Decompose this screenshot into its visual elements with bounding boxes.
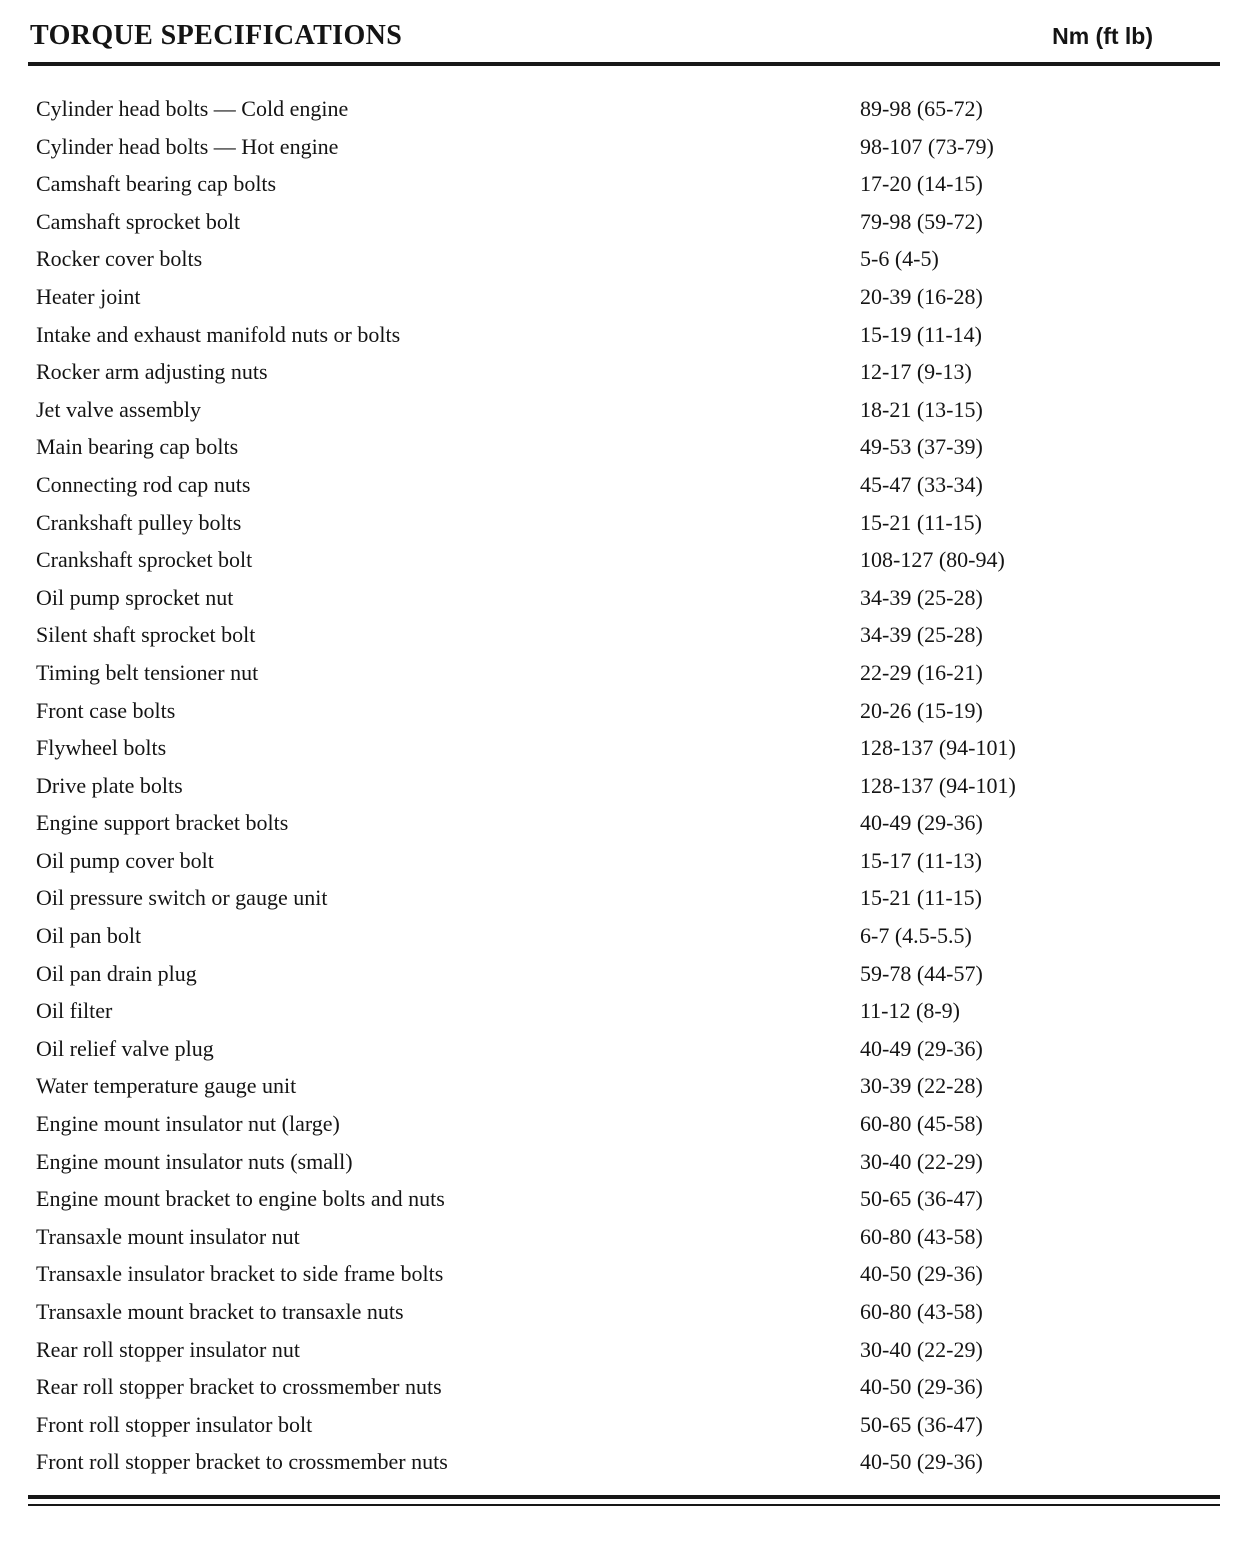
spec-item-name: Intake and exhaust manifold nuts or bolts [36, 321, 401, 347]
table-row [36, 616, 1248, 654]
table-row [36, 90, 1248, 128]
spec-torque-value: 30-40 (22-29) [860, 1148, 983, 1174]
spec-item-name: Cylinder head bolts — Cold engine [36, 96, 349, 121]
spec-torque-value: 50-65 (36-47) [860, 1411, 983, 1437]
torque-spec-table [0, 66, 1248, 1481]
table-row [36, 428, 1248, 466]
table-row [36, 1331, 1248, 1369]
spec-item-name: Oil pan bolt [36, 923, 142, 949]
spec-torque-value: 15-21 (11-15) [860, 509, 982, 535]
table-row [36, 1255, 1248, 1293]
spec-torque-value: 15-21 (11-15) [860, 885, 982, 911]
spec-item-name: Transaxle mount insulator nut [36, 1223, 300, 1249]
spec-torque-value: 45-47 (33-34) [860, 471, 983, 497]
spec-item-name: Transaxle insulator bracket to side frame bolts [36, 1261, 444, 1287]
spec-item-name: Heater joint [36, 283, 141, 309]
spec-torque-value: 40-50 (29-36) [860, 1374, 983, 1400]
table-row [36, 1143, 1248, 1181]
spec-torque-value: 34-39 (25-28) [860, 584, 983, 610]
spec-item-name: Oil pressure switch or gauge unit [36, 885, 328, 911]
table-row [36, 692, 1248, 730]
spec-torque-value: 34-39 (25-28) [860, 622, 983, 648]
spec-torque-value: 15-19 (11-14) [860, 321, 982, 347]
table-row [36, 1368, 1248, 1406]
table-row [36, 955, 1248, 993]
table-row [36, 1180, 1248, 1218]
table-row [36, 1406, 1248, 1444]
page-header [0, 0, 1248, 52]
spec-torque-value: 22-29 (16-21) [860, 659, 983, 685]
spec-item-name: Engine support bracket bolts [36, 810, 289, 836]
spec-item-name: Connecting rod cap nuts [36, 471, 251, 497]
table-row [36, 353, 1248, 391]
spec-torque-value: 11-12 (8-9) [860, 998, 960, 1024]
table-row [36, 917, 1248, 955]
spec-torque-value: 40-50 (29-36) [860, 1261, 983, 1287]
spec-torque-value: 60-80 (43-58) [860, 1223, 983, 1249]
spec-torque-value: 49-53 (37-39) [860, 434, 983, 460]
spec-item-name: Cylinder head bolts — Hot engine [36, 133, 339, 159]
spec-item-name: Timing belt tensioner nut [36, 659, 259, 685]
table-row [36, 1293, 1248, 1331]
table-row [36, 1218, 1248, 1256]
spec-torque-value: 30-40 (22-29) [860, 1336, 983, 1362]
spec-item-name: Rocker arm adjusting nuts [36, 359, 268, 385]
table-row [36, 879, 1248, 917]
spec-item-name: Rocker cover bolts [36, 246, 203, 272]
spec-item-name: Water temperature gauge unit [36, 1073, 297, 1099]
spec-item-name: Silent shaft sprocket bolt [36, 622, 256, 648]
spec-item-name: Oil pan drain plug [36, 960, 197, 986]
spec-torque-value: 20-26 (15-19) [860, 697, 983, 723]
spec-item-name: Transaxle mount bracket to transaxle nuts [36, 1299, 404, 1324]
spec-item-name: Front roll stopper insulator bolt [36, 1411, 313, 1437]
spec-item-name: Engine mount insulator nuts (small) [36, 1148, 353, 1174]
spec-torque-value: 98-107 (73-79) [860, 133, 994, 159]
spec-torque-value: 50-65 (36-47) [860, 1186, 983, 1212]
table-row [36, 278, 1248, 316]
spec-torque-value: 108-127 (80-94) [860, 547, 1005, 573]
table-row [36, 203, 1248, 241]
spec-item-name: Front case bolts [36, 697, 176, 723]
spec-torque-value: 60-80 (45-58) [860, 1111, 983, 1137]
spec-torque-value: 20-39 (16-28) [860, 283, 983, 309]
table-row [36, 541, 1248, 579]
spec-torque-value: 60-80 (43-58) [860, 1299, 983, 1324]
spec-item-name: Camshaft bearing cap bolts [36, 171, 277, 197]
spec-item-name: Drive plate bolts [36, 772, 183, 798]
page-title: TORQUE SPECIFICATIONS [30, 20, 403, 51]
spec-torque-value: 128-137 (94-101) [860, 735, 1016, 761]
spec-torque-value: 40-49 (29-36) [860, 1035, 983, 1061]
table-row [36, 804, 1248, 842]
footer-divider [28, 1495, 1220, 1506]
unit-column-header: Nm (ft lb) [1052, 23, 1153, 49]
spec-item-name: Oil filter [36, 998, 113, 1024]
table-row [36, 842, 1248, 880]
spec-item-name: Rear roll stopper insulator nut [36, 1336, 300, 1362]
table-row [36, 1443, 1248, 1481]
table-row [36, 128, 1248, 166]
table-row [36, 579, 1248, 617]
spec-torque-value: 40-49 (29-36) [860, 810, 983, 836]
spec-item-name: Camshaft sprocket bolt [36, 208, 241, 234]
table-row [36, 165, 1248, 203]
spec-item-name: Rear roll stopper bracket to crossmember nuts [36, 1374, 442, 1400]
spec-torque-value: 89-98 (65-72) [860, 96, 983, 121]
spec-torque-value: 15-17 (11-13) [860, 847, 982, 873]
spec-torque-value: 30-39 (22-28) [860, 1073, 983, 1099]
spec-item-name: Oil pump sprocket nut [36, 584, 234, 610]
table-row [36, 504, 1248, 542]
spec-item-name: Engine mount bracket to engine bolts and nuts [36, 1186, 445, 1212]
spec-item-name: Oil pump cover bolt [36, 847, 214, 873]
table-row [36, 1067, 1248, 1105]
spec-item-name: Front roll stopper bracket to crossmember nuts [36, 1449, 448, 1475]
spec-item-name: Jet valve assembly [36, 396, 201, 422]
table-row [36, 1030, 1248, 1068]
spec-item-name: Crankshaft sprocket bolt [36, 547, 253, 573]
spec-item-name: Flywheel bolts [36, 735, 167, 761]
table-row [36, 240, 1248, 278]
spec-torque-value: 79-98 (59-72) [860, 208, 983, 234]
table-row [36, 654, 1248, 692]
table-row [36, 316, 1248, 354]
spec-torque-value: 18-21 (13-15) [860, 396, 983, 422]
spec-torque-value: 12-17 (9-13) [860, 359, 972, 385]
table-row [36, 466, 1248, 504]
spec-torque-value: 6-7 (4.5-5.5) [860, 923, 972, 949]
spec-torque-value: 128-137 (94-101) [860, 772, 1016, 798]
spec-torque-value: 59-78 (44-57) [860, 960, 983, 986]
spec-torque-value: 5-6 (4-5) [860, 246, 939, 272]
spec-torque-value: 17-20 (14-15) [860, 171, 983, 197]
spec-item-name: Oil relief valve plug [36, 1035, 214, 1061]
spec-torque-value: 40-50 (29-36) [860, 1449, 983, 1475]
table-row [36, 1105, 1248, 1143]
table-row [36, 767, 1248, 805]
spec-item-name: Main bearing cap bolts [36, 434, 239, 460]
table-row [36, 992, 1248, 1030]
table-row [36, 391, 1248, 429]
spec-item-name: Crankshaft pulley bolts [36, 509, 242, 535]
table-row [36, 729, 1248, 767]
spec-item-name: Engine mount insulator nut (large) [36, 1111, 340, 1137]
